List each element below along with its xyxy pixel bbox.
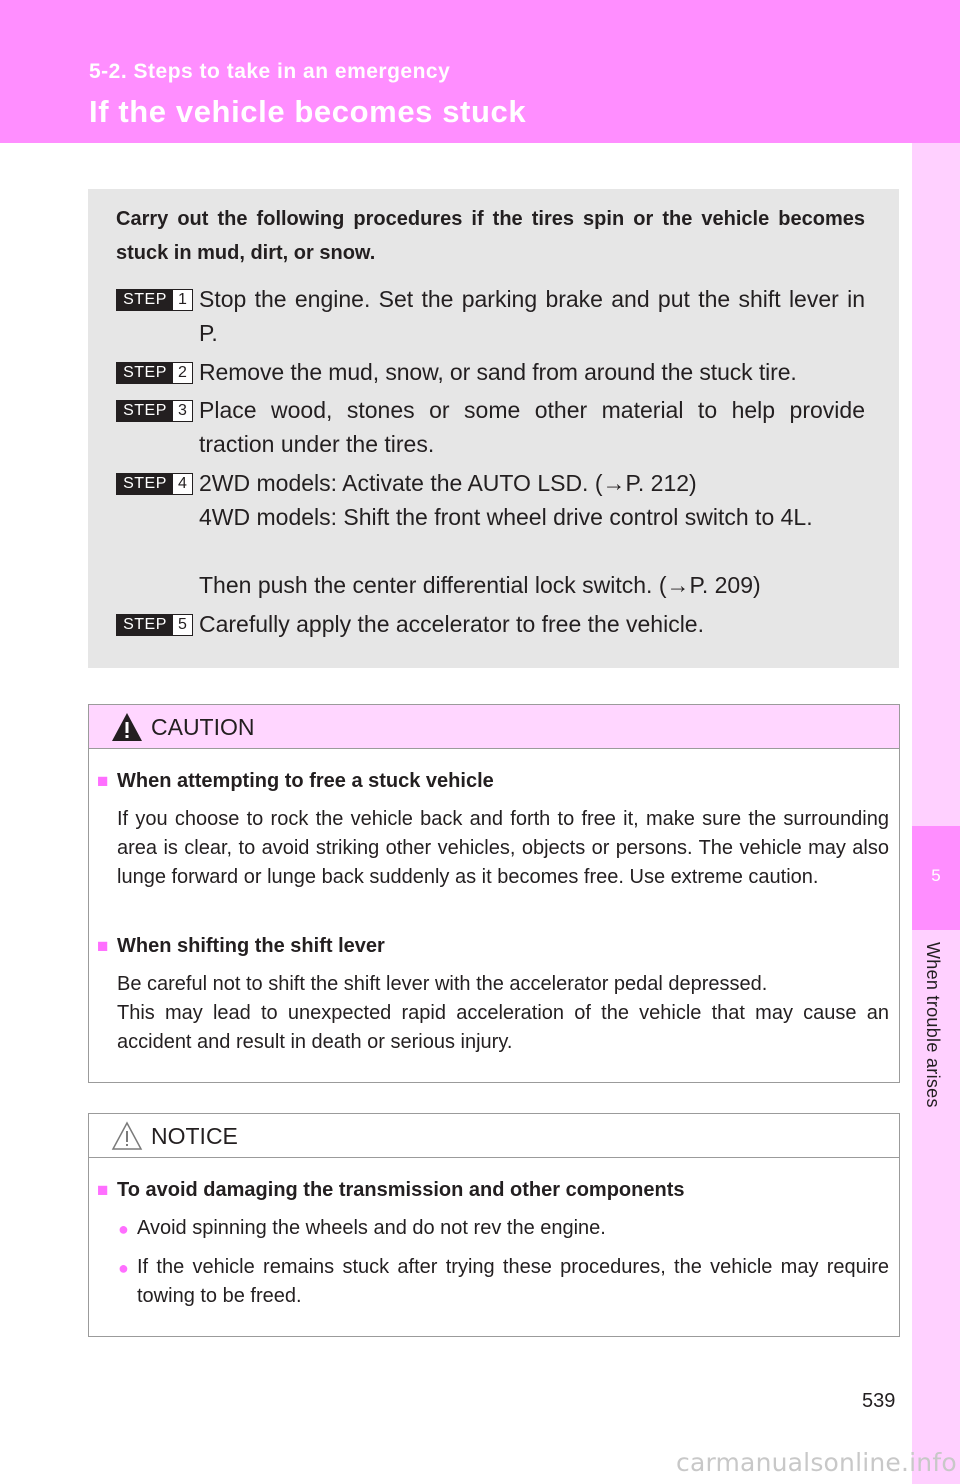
step-text: Place wood, stones or some other material to help provide traction under the tires. <box>199 397 865 457</box>
step-word: STEP <box>117 401 173 421</box>
step-number: 4 <box>178 475 187 492</box>
caution-paragraph: Be careful not to shift the shift lever with the accelerator pedal depressed. <box>117 973 768 995</box>
step-text: 2WD models: Activate the AUTO LSD. (→P. 212) <box>199 470 697 496</box>
step-number: 5 <box>178 616 187 633</box>
square-bullet-icon: ■ <box>97 771 109 792</box>
step-number: 2 <box>178 364 187 381</box>
step-number: 1 <box>178 291 187 308</box>
step-badge <box>116 473 193 495</box>
square-bullet-icon: ■ <box>97 1180 109 1201</box>
procedure-intro: Carry out the following procedures if the tires spin or the vehicle becomes stuck in mud, dirt, or snow. <box>116 208 865 264</box>
step-badge <box>116 289 193 311</box>
step-badge <box>116 614 193 636</box>
step-word: STEP <box>117 363 173 383</box>
warning-triangle-icon <box>110 711 144 748</box>
caution-heading: When shifting the shift lever <box>117 935 385 957</box>
step-text: Stop the engine. Set the parking brake and put the shift lever in P. <box>199 286 865 346</box>
step-word: STEP <box>117 290 173 310</box>
notice-header <box>89 1114 899 1158</box>
step-text: 4WD models: Shift the front wheel drive control switch to 4L. <box>199 504 813 530</box>
step-badge <box>116 400 193 422</box>
caution-heading: When attempting to free a stuck vehicle <box>117 770 494 792</box>
page-number: 539 <box>862 1390 896 1412</box>
notice-bullet: Avoid spinning the wheels and do not rev the engine. <box>137 1217 606 1239</box>
step-number: 3 <box>178 402 187 419</box>
caution-box <box>88 704 900 1083</box>
chapter-title: When trouble arises <box>923 942 943 1108</box>
notice-box <box>88 1113 900 1337</box>
circle-bullet-icon: ● <box>118 1258 129 1278</box>
notice-bullet: If the vehicle remains stuck after trying these procedures, the vehicle may require towing to be freed. <box>137 1256 889 1307</box>
chapter-number: 5 <box>931 866 941 885</box>
chapter-side-tab <box>912 143 960 1484</box>
notice-title: NOTICE <box>151 1123 238 1149</box>
notice-heading: To avoid damaging the transmission and other components <box>117 1179 685 1201</box>
step-word: STEP <box>117 474 173 494</box>
step-word: STEP <box>117 615 173 635</box>
warning-triangle-outline-icon <box>110 1120 144 1157</box>
step-text: Carefully apply the accelerator to free the vehicle. <box>199 611 704 637</box>
step-text: Remove the mud, snow, or sand from around the stuck tire. <box>199 359 797 385</box>
step-text: Then push the center differential lock switch. (→P. 209) <box>199 572 761 598</box>
step-badge <box>116 362 193 384</box>
watermark-link[interactable]: carmanualsonline.info <box>676 1448 957 1477</box>
caution-title: CAUTION <box>151 714 255 740</box>
square-bullet-icon: ■ <box>97 936 109 957</box>
caution-header <box>89 705 899 749</box>
caution-paragraph: If you choose to rock the vehicle back and forth to free it, make sure the surrounding area is clear, to avoid striking other vehicles, objects or persons. The vehicle may also lunge forward or lunge back suddenly as it becomes free. Use extreme caution. <box>117 808 889 888</box>
page-title: If the vehicle becomes stuck <box>89 94 527 129</box>
circle-bullet-icon: ● <box>118 1219 129 1239</box>
caution-paragraph: This may lead to unexpected rapid acceleration of the vehicle that may cause an accident and result in death or serious injury. <box>117 1002 889 1053</box>
section-label: 5-2. Steps to take in an emergency <box>89 60 451 83</box>
